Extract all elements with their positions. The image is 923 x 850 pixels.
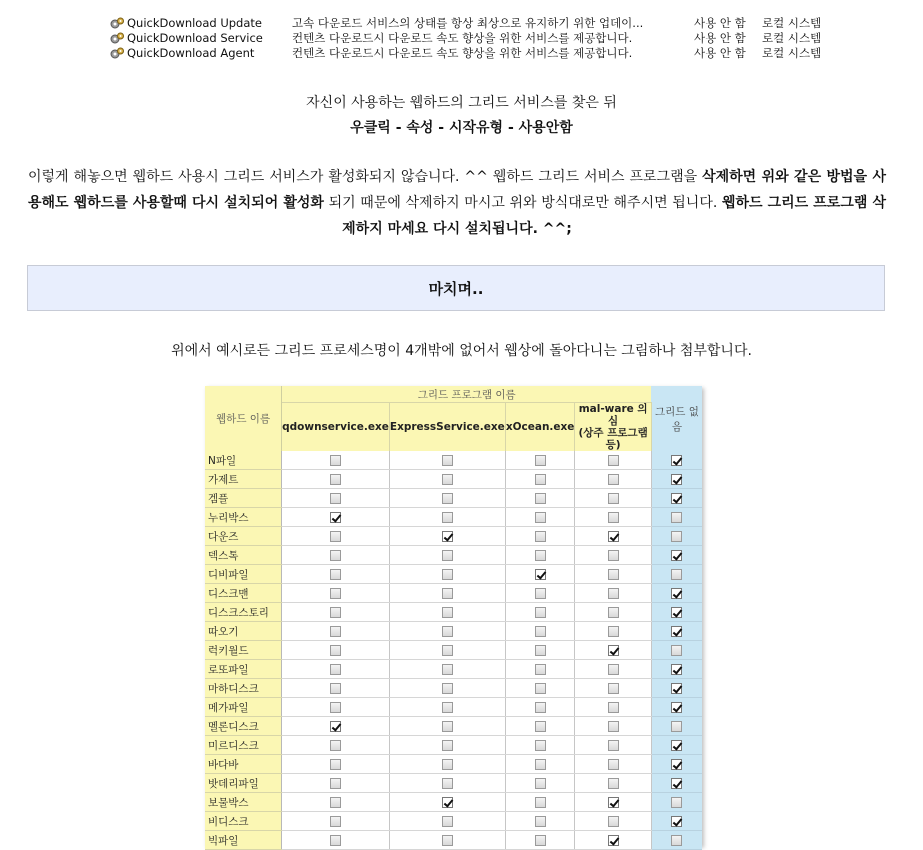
grid-cell xyxy=(505,546,575,565)
grid-cell xyxy=(389,546,505,565)
table-row xyxy=(205,546,702,565)
webhard-name: 디비파일 xyxy=(205,565,282,584)
service-startup-type: 사용 안 함 xyxy=(694,31,746,45)
unchecked-checkbox[interactable] xyxy=(330,607,341,618)
unchecked-checkbox[interactable] xyxy=(330,835,341,846)
unchecked-checkbox[interactable] xyxy=(442,550,453,561)
grid-cell xyxy=(282,755,390,774)
service-description: 컨텐츠 다운로드시 다운로드 속도 향상을 위한 서비스를 제공합니다. xyxy=(292,46,633,60)
grid-cell xyxy=(282,622,390,641)
grid-cell xyxy=(651,622,702,641)
table-row xyxy=(205,774,702,793)
webhard-name: 미르디스크 xyxy=(205,736,282,755)
checked-checkbox[interactable] xyxy=(442,797,453,808)
grid-cell xyxy=(651,489,702,508)
grid-cell xyxy=(575,584,651,603)
paragraph-text-2: 되기 때문에 삭제하지 마시고 위와 방식대로만 해주시면 됩니다. xyxy=(323,195,722,211)
grid-cell xyxy=(389,527,505,546)
unchecked-checkbox[interactable] xyxy=(608,778,619,789)
grid-cell xyxy=(575,603,651,622)
unchecked-checkbox[interactable] xyxy=(671,835,682,846)
table-row xyxy=(205,622,702,641)
unchecked-checkbox[interactable] xyxy=(330,778,341,789)
webhard-name: 바다바 xyxy=(205,755,282,774)
checked-checkbox[interactable] xyxy=(608,531,619,542)
grid-cell xyxy=(389,793,505,812)
unchecked-checkbox[interactable] xyxy=(442,607,453,618)
checked-checkbox[interactable] xyxy=(608,797,619,808)
checked-checkbox[interactable] xyxy=(671,683,682,694)
grid-cell xyxy=(505,527,575,546)
table-row xyxy=(205,717,702,736)
grid-cell xyxy=(389,698,505,717)
service-name: QuickDownload Service xyxy=(127,31,263,45)
grid-cell xyxy=(651,451,702,470)
grid-cell xyxy=(282,660,390,679)
grid-cell xyxy=(505,812,575,831)
unchecked-checkbox[interactable] xyxy=(535,740,546,751)
service-logon-account: 로컬 시스템 xyxy=(762,16,822,30)
grid-program-image xyxy=(205,386,702,846)
grid-cell xyxy=(282,565,390,584)
unchecked-checkbox[interactable] xyxy=(330,626,341,637)
grid-cell xyxy=(389,774,505,793)
webhard-name: 따오기 xyxy=(205,622,282,641)
paragraph-bold-1: 삭제하면 위와 같은 방법을 사용해도 웹하드를 사용할때 다시 설치되어 활성화 xyxy=(28,169,886,211)
checked-checkbox[interactable] xyxy=(671,626,682,637)
grid-cell xyxy=(575,698,651,717)
webhard-name: 마하디스크 xyxy=(205,679,282,698)
grid-cell xyxy=(282,546,390,565)
unchecked-checkbox[interactable] xyxy=(442,493,453,504)
checked-checkbox[interactable] xyxy=(671,778,682,789)
grid-cell xyxy=(389,736,505,755)
grid-cell xyxy=(389,565,505,584)
unchecked-checkbox[interactable] xyxy=(442,588,453,599)
unchecked-checkbox[interactable] xyxy=(608,474,619,485)
unchecked-checkbox[interactable] xyxy=(535,607,546,618)
banner-title: 마치며.. xyxy=(428,279,484,298)
unchecked-checkbox[interactable] xyxy=(671,721,682,732)
unchecked-checkbox[interactable] xyxy=(535,664,546,675)
grid-cell xyxy=(389,641,505,660)
webhard-name: 빅파일 xyxy=(205,831,282,850)
unchecked-checkbox[interactable] xyxy=(608,493,619,504)
grid-cell xyxy=(575,736,651,755)
grid-cell xyxy=(575,451,651,470)
unchecked-checkbox[interactable] xyxy=(535,778,546,789)
unchecked-checkbox[interactable] xyxy=(442,721,453,732)
grid-cell xyxy=(282,527,390,546)
grid-cell xyxy=(282,812,390,831)
table-row xyxy=(205,755,702,774)
unchecked-checkbox[interactable] xyxy=(442,455,453,466)
grid-cell xyxy=(389,451,505,470)
unchecked-checkbox[interactable] xyxy=(330,645,341,656)
grid-program-table xyxy=(205,386,702,850)
unchecked-checkbox[interactable] xyxy=(671,531,682,542)
grid-cell xyxy=(651,812,702,831)
table-row xyxy=(205,489,702,508)
note-text: 위에서 예시로든 그리드 프로세스명이 4개밖에 없어서 웹상에 돌아다니는 그림하나 첨부합니다. xyxy=(171,343,752,359)
grid-cell xyxy=(651,736,702,755)
webhard-name: 덱스톡 xyxy=(205,546,282,565)
checked-checkbox[interactable] xyxy=(535,569,546,580)
webhard-name: 로또파일 xyxy=(205,660,282,679)
service-name: QuickDownload Agent xyxy=(127,46,255,60)
checked-checkbox[interactable] xyxy=(671,607,682,618)
checked-checkbox[interactable] xyxy=(608,835,619,846)
grid-cell xyxy=(282,831,390,850)
grid-program-group-header: 그리드 프로그램 이름 xyxy=(282,386,652,403)
grid-cell xyxy=(651,470,702,489)
unchecked-checkbox[interactable] xyxy=(442,474,453,485)
grid-cell xyxy=(389,679,505,698)
gear-icon xyxy=(110,17,124,30)
unchecked-checkbox[interactable] xyxy=(330,740,341,751)
grid-cell xyxy=(651,793,702,812)
grid-program-column-header: mal-ware 의심 (상주 프로그램 등) xyxy=(575,403,651,452)
unchecked-checkbox[interactable] xyxy=(535,550,546,561)
grid-cell xyxy=(282,603,390,622)
table-row xyxy=(205,603,702,622)
checked-checkbox[interactable] xyxy=(671,493,682,504)
webhard-name: 겜플 xyxy=(205,489,282,508)
grid-cell xyxy=(389,489,505,508)
grid-cell xyxy=(282,774,390,793)
grid-program-column-header: qdownservice.exe xyxy=(282,403,390,452)
table-row xyxy=(205,660,702,679)
webhard-name: 가제트 xyxy=(205,470,282,489)
grid-cell xyxy=(389,603,505,622)
unchecked-checkbox[interactable] xyxy=(535,645,546,656)
grid-cell xyxy=(505,831,575,850)
unchecked-checkbox[interactable] xyxy=(608,683,619,694)
unchecked-checkbox[interactable] xyxy=(671,645,682,656)
unchecked-checkbox[interactable] xyxy=(608,740,619,751)
gear-icon xyxy=(110,47,124,60)
unchecked-checkbox[interactable] xyxy=(330,683,341,694)
unchecked-checkbox[interactable] xyxy=(535,493,546,504)
grid-cell xyxy=(389,831,505,850)
webhard-name-header: 웹하드 이름 xyxy=(205,386,282,451)
grid-cell xyxy=(505,489,575,508)
unchecked-checkbox[interactable] xyxy=(535,702,546,713)
grid-cell xyxy=(575,679,651,698)
unchecked-checkbox[interactable] xyxy=(535,759,546,770)
unchecked-checkbox[interactable] xyxy=(535,835,546,846)
table-row xyxy=(205,812,702,831)
grid-cell xyxy=(575,508,651,527)
grid-cell xyxy=(575,565,651,584)
grid-cell xyxy=(389,812,505,831)
unchecked-checkbox[interactable] xyxy=(671,797,682,808)
webhard-name: 디스크맨 xyxy=(205,584,282,603)
grid-cell xyxy=(651,641,702,660)
grid-cell xyxy=(282,470,390,489)
unchecked-checkbox[interactable] xyxy=(535,626,546,637)
grid-cell xyxy=(651,527,702,546)
table-row xyxy=(205,451,702,470)
service-name: QuickDownload Update xyxy=(127,16,262,30)
grid-cell xyxy=(505,508,575,527)
table-row xyxy=(205,641,702,660)
service-startup-type: 사용 안 함 xyxy=(694,16,746,30)
grid-cell xyxy=(505,793,575,812)
grid-cell xyxy=(575,527,651,546)
table-row xyxy=(205,470,702,489)
unchecked-checkbox[interactable] xyxy=(608,702,619,713)
unchecked-checkbox[interactable] xyxy=(535,474,546,485)
unchecked-checkbox[interactable] xyxy=(535,816,546,827)
grid-cell xyxy=(505,698,575,717)
grid-cell xyxy=(282,489,390,508)
unchecked-checkbox[interactable] xyxy=(330,493,341,504)
unchecked-checkbox[interactable] xyxy=(608,664,619,675)
grid-cell xyxy=(575,831,651,850)
table-row xyxy=(205,793,702,812)
service-row[interactable] xyxy=(110,16,821,31)
table-row xyxy=(205,736,702,755)
unchecked-checkbox[interactable] xyxy=(330,531,341,542)
table-row xyxy=(205,831,702,850)
grid-cell xyxy=(651,546,702,565)
grid-cell xyxy=(282,717,390,736)
unchecked-checkbox[interactable] xyxy=(608,721,619,732)
unchecked-checkbox[interactable] xyxy=(330,588,341,599)
table-row xyxy=(205,565,702,584)
webhard-name: 다운즈 xyxy=(205,527,282,546)
checked-checkbox[interactable] xyxy=(671,816,682,827)
unchecked-checkbox[interactable] xyxy=(330,816,341,827)
unchecked-checkbox[interactable] xyxy=(608,455,619,466)
service-description: 컨텐츠 다운로드시 다운로드 속도 향상을 위한 서비스를 제공합니다. xyxy=(292,31,633,45)
grid-cell xyxy=(651,660,702,679)
unchecked-checkbox[interactable] xyxy=(608,816,619,827)
checked-checkbox[interactable] xyxy=(671,759,682,770)
unchecked-checkbox[interactable] xyxy=(608,569,619,580)
grid-cell xyxy=(505,736,575,755)
unchecked-checkbox[interactable] xyxy=(442,683,453,694)
service-logon-account: 로컬 시스템 xyxy=(762,46,822,60)
webhard-name: 메가파일 xyxy=(205,698,282,717)
unchecked-checkbox[interactable] xyxy=(330,569,341,580)
service-row[interactable] xyxy=(110,31,821,46)
checked-checkbox[interactable] xyxy=(671,455,682,466)
unchecked-checkbox[interactable] xyxy=(535,455,546,466)
unchecked-checkbox[interactable] xyxy=(535,721,546,732)
grid-program-column-header: ExpressService.exe xyxy=(389,403,505,452)
unchecked-checkbox[interactable] xyxy=(442,759,453,770)
no-grid-header: 그리드 없음 xyxy=(651,386,702,451)
checked-checkbox[interactable] xyxy=(671,740,682,751)
webhard-name: 디스크스토리 xyxy=(205,603,282,622)
grid-cell xyxy=(651,508,702,527)
grid-cell xyxy=(575,717,651,736)
grid-cell xyxy=(575,546,651,565)
service-logon-account: 로컬 시스템 xyxy=(762,31,822,45)
webhard-name: N파일 xyxy=(205,451,282,470)
unchecked-checkbox[interactable] xyxy=(671,569,682,580)
webhard-name: 비디스크 xyxy=(205,812,282,831)
table-row xyxy=(205,679,702,698)
paragraph-text-1: 이렇게 해놓으면 웹하드 사용시 그리드 서비스가 활성화되지 않습니다. ^^ 웹하드 그리드 서비스 프로그램을 xyxy=(28,169,703,185)
checked-checkbox[interactable] xyxy=(671,474,682,485)
unchecked-checkbox[interactable] xyxy=(535,531,546,542)
unchecked-checkbox[interactable] xyxy=(330,797,341,808)
grid-cell xyxy=(505,660,575,679)
unchecked-checkbox[interactable] xyxy=(442,512,453,523)
grid-cell xyxy=(389,584,505,603)
grid-cell xyxy=(505,565,575,584)
unchecked-checkbox[interactable] xyxy=(535,512,546,523)
grid-cell xyxy=(575,755,651,774)
gear-icon xyxy=(110,32,124,45)
explanation-paragraph xyxy=(28,164,886,242)
checked-checkbox[interactable] xyxy=(608,645,619,656)
intro-line-1: 자신이 사용하는 웹하드의 그리드 서비스를 찾은 뒤 xyxy=(306,95,617,111)
grid-cell xyxy=(505,603,575,622)
checked-checkbox[interactable] xyxy=(671,702,682,713)
grid-cell xyxy=(575,489,651,508)
grid-cell xyxy=(651,679,702,698)
webhard-name: 멜론디스크 xyxy=(205,717,282,736)
unchecked-checkbox[interactable] xyxy=(442,569,453,580)
grid-cell xyxy=(651,831,702,850)
grid-cell xyxy=(505,622,575,641)
grid-cell xyxy=(389,508,505,527)
table-row xyxy=(205,508,702,527)
table-row xyxy=(205,698,702,717)
grid-cell xyxy=(505,755,575,774)
grid-cell xyxy=(282,679,390,698)
grid-cell xyxy=(651,717,702,736)
table-row xyxy=(205,527,702,546)
unchecked-checkbox[interactable] xyxy=(330,664,341,675)
grid-cell xyxy=(505,774,575,793)
unchecked-checkbox[interactable] xyxy=(608,588,619,599)
unchecked-checkbox[interactable] xyxy=(608,550,619,561)
grid-cell xyxy=(575,812,651,831)
grid-cell xyxy=(505,641,575,660)
webhard-name: 보물박스 xyxy=(205,793,282,812)
unchecked-checkbox[interactable] xyxy=(608,607,619,618)
checked-checkbox[interactable] xyxy=(671,550,682,561)
unchecked-checkbox[interactable] xyxy=(442,664,453,675)
grid-cell xyxy=(505,679,575,698)
unchecked-checkbox[interactable] xyxy=(535,588,546,599)
grid-cell xyxy=(575,660,651,679)
grid-cell xyxy=(575,793,651,812)
checked-checkbox[interactable] xyxy=(330,721,341,732)
unchecked-checkbox[interactable] xyxy=(442,626,453,637)
section-banner xyxy=(27,265,885,311)
grid-cell xyxy=(505,584,575,603)
paragraph-bold-2: 웹하드 그리드 프로그램 삭제하지 마세요 다시 설치됩니다. ^^; xyxy=(342,195,886,237)
unchecked-checkbox[interactable] xyxy=(330,702,341,713)
service-row[interactable] xyxy=(110,46,821,61)
grid-cell xyxy=(575,774,651,793)
unchecked-checkbox[interactable] xyxy=(442,778,453,789)
grid-cell xyxy=(575,641,651,660)
grid-cell xyxy=(651,565,702,584)
intro-line-2: 우클릭 - 속성 - 시작유형 - 사용안함 xyxy=(350,120,573,136)
service-startup-type: 사용 안 함 xyxy=(694,46,746,60)
grid-cell xyxy=(389,755,505,774)
grid-cell xyxy=(282,641,390,660)
grid-cell xyxy=(389,717,505,736)
grid-cell xyxy=(505,451,575,470)
unchecked-checkbox[interactable] xyxy=(330,759,341,770)
service-list xyxy=(110,16,821,61)
checked-checkbox[interactable] xyxy=(671,664,682,675)
unchecked-checkbox[interactable] xyxy=(442,702,453,713)
grid-cell xyxy=(282,736,390,755)
grid-cell xyxy=(389,470,505,489)
grid-cell xyxy=(389,660,505,679)
grid-cell xyxy=(282,451,390,470)
unchecked-checkbox[interactable] xyxy=(330,550,341,561)
unchecked-checkbox[interactable] xyxy=(442,816,453,827)
unchecked-checkbox[interactable] xyxy=(608,626,619,637)
grid-cell xyxy=(651,698,702,717)
unchecked-checkbox[interactable] xyxy=(535,683,546,694)
grid-cell xyxy=(505,717,575,736)
unchecked-checkbox[interactable] xyxy=(608,759,619,770)
checked-checkbox[interactable] xyxy=(330,512,341,523)
webhard-name: 누리박스 xyxy=(205,508,282,527)
unchecked-checkbox[interactable] xyxy=(330,455,341,466)
grid-cell xyxy=(651,774,702,793)
grid-cell xyxy=(575,470,651,489)
grid-cell xyxy=(575,622,651,641)
checked-checkbox[interactable] xyxy=(671,588,682,599)
unchecked-checkbox[interactable] xyxy=(442,645,453,656)
grid-cell xyxy=(282,508,390,527)
table-row xyxy=(205,584,702,603)
checked-checkbox[interactable] xyxy=(442,531,453,542)
grid-cell xyxy=(505,470,575,489)
unchecked-checkbox[interactable] xyxy=(608,512,619,523)
grid-cell xyxy=(282,793,390,812)
grid-cell xyxy=(651,584,702,603)
grid-cell xyxy=(389,622,505,641)
grid-cell xyxy=(651,755,702,774)
unchecked-checkbox[interactable] xyxy=(442,835,453,846)
unchecked-checkbox[interactable] xyxy=(671,512,682,523)
service-description: 고속 다운로드 서비스의 상태를 항상 최상으로 유지하기 위한 업데이... xyxy=(292,16,644,30)
grid-cell xyxy=(282,698,390,717)
grid-program-column-header: xOcean.exe xyxy=(505,403,575,452)
unchecked-checkbox[interactable] xyxy=(535,797,546,808)
unchecked-checkbox[interactable] xyxy=(330,474,341,485)
grid-cell xyxy=(651,603,702,622)
grid-cell xyxy=(282,584,390,603)
webhard-name: 럭키월드 xyxy=(205,641,282,660)
unchecked-checkbox[interactable] xyxy=(442,740,453,751)
webhard-name: 밧데리파일 xyxy=(205,774,282,793)
